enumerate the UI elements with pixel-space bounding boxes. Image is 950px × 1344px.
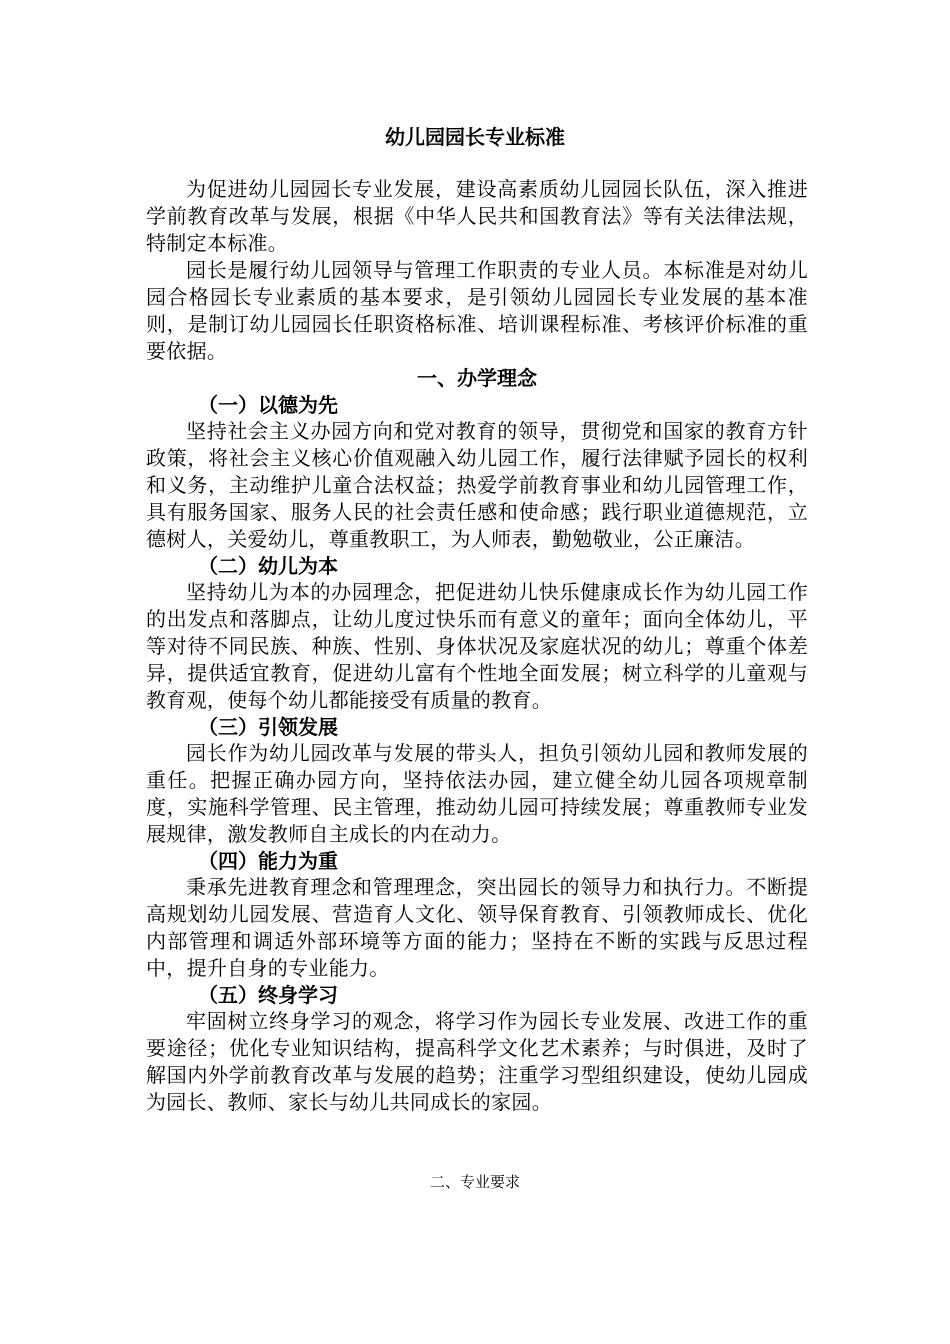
document-body	[146, 176, 808, 1116]
next-section-heading: 二、专业要求	[429, 1173, 520, 1191]
subsection-heading: （一）以德为先	[198, 393, 338, 417]
subsection-paragraph: 坚持幼儿为本的办园理念，把促进幼儿快乐健康成长作为幼儿园工作的出发点和落脚点，让幼儿度过快乐而有意义的童年；面向全体幼儿，平等对待不同民族、种族、性别、身体状况及家庭状况的幼儿；尊重个体差异，提供适宜教育，促进幼儿富有个性地全面发展；树立科学的儿童观与教育观，使每个幼儿都能接受有质量的教育。	[146, 580, 808, 712]
subsection-heading: （四）能力为重	[198, 849, 338, 873]
intro-paragraph: 园长是履行幼儿园领导与管理工作职责的专业人员。本标准是对幼儿园合格园长专业素质的基本要求，是引领幼儿园园长专业发展的基本准则，是制订幼儿园园长任职资格标准、培训课程标准、考核评价标准的重要依据。	[146, 258, 808, 363]
subsection-heading: （二）幼儿为本	[198, 554, 338, 578]
subsection-paragraph: 牢固树立终身学习的观念，将学习作为园长专业发展、改进工作的重要途径；优化专业知识结构，提高科学文化艺术素养；与时俱进，及时了解国内外学前教育改革与发展的趋势；注重学习型组织建设，使幼儿园成为园长、教师、家长与幼儿共同成长的家园。	[146, 1009, 808, 1114]
section-heading: 一、办学理念	[417, 366, 537, 390]
subsection-paragraph: 园长作为幼儿园改革与发展的带头人，担负引领幼儿园和教师发展的重任。把握正确办园方向，坚持依法办园，建立健全幼儿园各项规章制度，实施科学管理、民主管理，推动幼儿园可持续发展；尊重教师专业发展规律，激发教师自主成长的内在动力。	[146, 741, 808, 846]
intro-paragraph: 为促进幼儿园园长专业发展，建设高素质幼儿园园长队伍，深入推进学前教育改革与发展，根据《中华人民共和国教育法》等有关法律法规，特制定本标准。	[146, 177, 808, 255]
document-title: 幼儿园园长专业标准	[385, 125, 565, 149]
subsection-paragraph: 秉承先进教育理念和管理理念，突出园长的领导力和执行力。不断提高规划幼儿园发展、营造育人文化、领导保育教育、引领教师成长、优化内部管理和调适外部环境等方面的能力；坚持在不断的实践与反思过程中，提升自身的专业能力。	[146, 875, 808, 980]
subsection-paragraph: 坚持社会主义办园方向和党对教育的领导，贯彻党和国家的教育方针政策，将社会主义核心价值观融入幼儿园工作，履行法律赋予园长的权利和义务，主动维护儿童合法权益；热爱学前教育事业和幼儿园管理工作，具有服务国家、服务人民的社会责任感和使命感；践行职业道德规范，立德树人，关爱幼儿，尊重教职工，为人师表，勤勉敬业，公正廉洁。	[146, 419, 808, 551]
subsection-heading: （三）引领发展	[198, 715, 338, 739]
subsection-heading: （五）终身学习	[198, 983, 338, 1007]
